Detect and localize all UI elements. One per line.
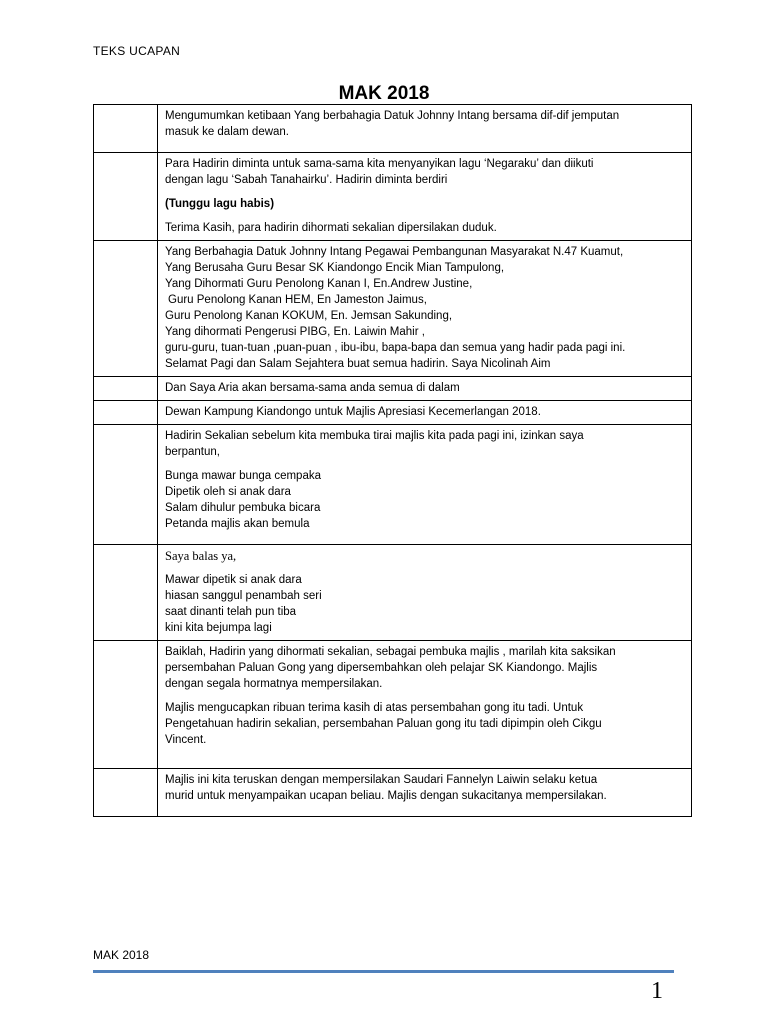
text-line: berpantun, xyxy=(165,446,220,458)
script-row xyxy=(94,377,692,401)
row-text-cell xyxy=(158,401,692,425)
text-line: Baiklah, Hadirin yang dihormati sekalian, sebagai pembuka majlis , marilah kita saksikan xyxy=(165,646,616,658)
row-marker-cell xyxy=(94,401,158,425)
script-row xyxy=(94,769,692,817)
text-line: hiasan sanggul penambah seri xyxy=(165,590,322,602)
document-title: MAK 2018 xyxy=(338,83,430,104)
text-line: Dan Saya Aria akan bersama-sama anda semua di dalam xyxy=(165,382,460,394)
text-line: Petanda majlis akan bemula xyxy=(165,518,310,530)
blank-line xyxy=(165,532,685,540)
script-row xyxy=(94,425,692,545)
script-row xyxy=(94,641,692,769)
row-text-cell xyxy=(158,241,692,377)
blank-line xyxy=(165,460,685,468)
row-text-cell xyxy=(158,425,692,545)
text-line: Mawar dipetik si anak dara xyxy=(165,574,302,586)
row-marker-cell xyxy=(94,641,158,769)
row-text-cell xyxy=(158,641,692,769)
text-line: Mengumumkan ketibaan Yang berbahagia Datuk Johnny Intang bersama dif-dif jemputan xyxy=(165,110,620,122)
script-row xyxy=(94,545,692,641)
blank-line xyxy=(165,188,685,196)
text-line: Majlis ini kita teruskan dengan mempersilakan Saudari Fannelyn Laiwin selaku ketua xyxy=(165,774,598,786)
row-text-cell xyxy=(158,545,692,641)
text-line: murid untuk menyampaikan ucapan beliau. Majlis dengan sukacitanya mempersilakan. xyxy=(165,790,607,802)
text-line: Terima Kasih, para hadirin dihormati sekalian dipersilakan duduk. xyxy=(165,222,497,234)
footer-rule xyxy=(93,970,674,973)
row-marker-cell xyxy=(94,425,158,545)
text-line: Saya balas ya, xyxy=(165,549,237,563)
text-line: Yang dihormati Pengerusi PIBG, En. Laiwin Mahir , xyxy=(165,326,425,338)
blank-line xyxy=(165,748,685,756)
row-marker-cell xyxy=(94,769,158,817)
text-line: Yang Berusaha Guru Besar SK Kiandongo Encik Mian Tampulong, xyxy=(165,262,505,274)
text-line: Majlis mengucapkan ribuan terima kasih di atas persembahan gong itu tadi. Untuk xyxy=(165,702,584,714)
blank-line xyxy=(165,756,685,764)
row-marker-cell xyxy=(94,377,158,401)
row-text-cell xyxy=(158,153,692,241)
text-line: Guru Penolong Kanan KOKUM, En. Jemsan Sakunding, xyxy=(165,310,453,322)
text-line: (Tunggu lagu habis) xyxy=(165,198,275,210)
row-marker-cell xyxy=(94,105,158,153)
text-line: masuk ke dalam dewan. xyxy=(165,126,290,138)
text-line: Yang Berbahagia Datuk Johnny Intang Pegawai Pembangunan Masyarakat N.47 Kuamut, xyxy=(165,246,624,258)
row-marker-cell xyxy=(94,545,158,641)
script-table-body xyxy=(94,105,692,817)
row-marker-cell xyxy=(94,241,158,377)
text-line: saat dinanti telah pun tiba xyxy=(165,606,297,618)
text-line: Dewan Kampung Kiandongo untuk Majlis Apresiasi Kecemerlangan 2018. xyxy=(165,406,541,418)
text-line: dengan segala hormatnya mempersilakan. xyxy=(165,678,383,690)
script-row xyxy=(94,153,692,241)
row-text-cell xyxy=(158,105,692,153)
row-marker-cell xyxy=(94,153,158,241)
script-row xyxy=(94,401,692,425)
text-line: Hadirin Sekalian sebelum kita membuka tirai majlis kita pada pagi ini, izinkan saya xyxy=(165,430,584,442)
blank-line xyxy=(165,564,685,572)
row-text-cell xyxy=(158,377,692,401)
text-line: persembahan Paluan Gong yang dipersembahkan oleh pelajar SK Kiandongo. Majlis xyxy=(165,662,598,674)
blank-line xyxy=(165,804,685,812)
text-line: Guru Penolong Kanan HEM, En Jameston Jaimus, xyxy=(168,294,427,306)
text-line: Salam dihulur pembuka bicara xyxy=(165,502,321,514)
text-line: Para Hadirin diminta untuk sama-sama kita menyanyikan lagu ‘Negaraku’ dan diikuti xyxy=(165,158,594,170)
text-line: kini kita bejumpa lagi xyxy=(165,622,272,634)
blank-line xyxy=(165,692,685,700)
blank-line xyxy=(165,212,685,220)
page-number: 1 xyxy=(651,978,663,1004)
script-row xyxy=(94,105,692,153)
text-line: Yang Dihormati Guru Penolong Kanan I, En.Andrew Justine, xyxy=(165,278,473,290)
footer-label: MAK 2018 xyxy=(93,948,150,962)
row-text-cell xyxy=(158,769,692,817)
text-line: dengan lagu ‘Sabah Tanahairku’. Hadirin diminta berdiri xyxy=(165,174,448,186)
text-line: Dipetik oleh si anak dara xyxy=(165,486,291,498)
script-row xyxy=(94,241,692,377)
blank-line xyxy=(165,140,685,148)
page-header-title: TEKS UCAPAN xyxy=(93,44,181,58)
script-table xyxy=(93,104,692,817)
text-line: Bunga mawar bunga cempaka xyxy=(165,470,321,482)
text-line: Pengetahuan hadirin sekalian, persembahan Paluan gong itu tadi dipimpin oleh Cikgu xyxy=(165,718,602,730)
text-line: guru-guru, tuan-tuan ,puan-puan , ibu-ibu, bapa-bapa dan semua yang hadir pada pagi ini. xyxy=(165,342,626,354)
text-line: Vincent. xyxy=(165,734,207,746)
text-line: Selamat Pagi dan Salam Sejahtera buat semua hadirin. Saya Nicolinah Aim xyxy=(165,358,551,370)
